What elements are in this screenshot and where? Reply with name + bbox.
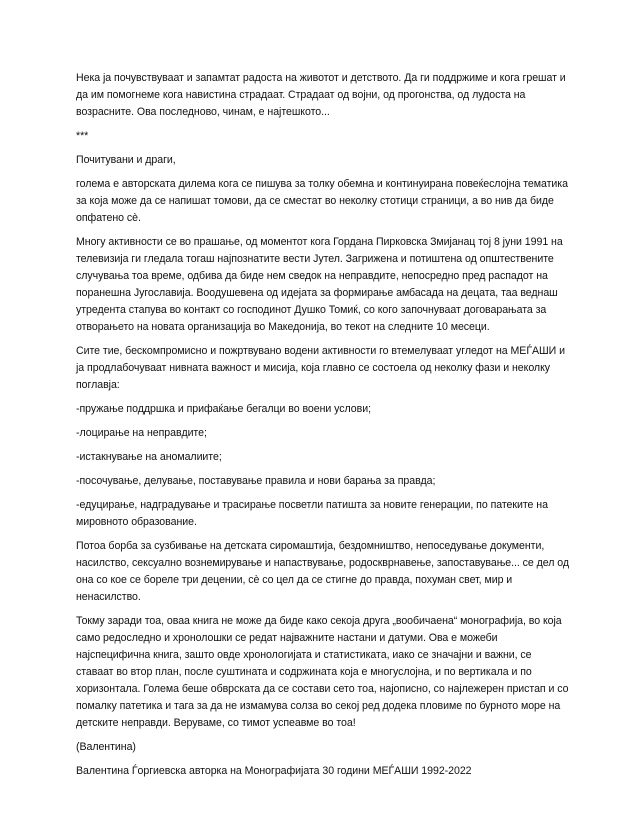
list-item: -едуцирање, надградување и трасирање посветли патишта за новите генерации, по патеките на мировното образование. — [76, 499, 548, 528]
list-item: -лоцирање на неправдите; — [76, 427, 207, 439]
list-item: -посочување, делување, поставување правила и нови барања за правда; — [76, 475, 436, 487]
salutation: Почитувани и драги, — [76, 154, 176, 166]
section-separator: *** — [76, 130, 89, 142]
intro-paragraph: Нека ја почувствуваат и запамтат радоста на животот и детството. Да ги поддржиме и кога грешат и да им помогнеме кога навистина страдаат. Страдаат од војни, од прогонства, од лудоста на возрасните. Ова последново, чинам, е најтешкото... — [76, 72, 566, 118]
body-paragraph: Сите тие, бескомпромисно и пожртвувано водени активности го втемелуваат угледот на МЕЃАШИ и ја продлабочуваат нивната важност и мисија, која главно се состоела од неколку фази и неколку поглавја: — [76, 345, 566, 391]
list-item: -пружање поддршка и прифаќање бегалци во воени услови; — [76, 403, 371, 415]
body-paragraph: Потоа борба за сузбивање на детската сиромаштија, бездомништво, непоседување документи, насилство, сексуално вознемирување и напаствување, родоскврнавење, запоставување... се дел од она со кое се бореле три децении, сè со цел да се стигне до правда, похуман свет, мир и ненасилство. — [76, 540, 570, 603]
author-credit: Валентина Ѓоргиевска авторка на Монографијата 30 години МЕЃАШИ 1992-2022 — [76, 765, 472, 777]
body-paragraph: Токму заради тоа, оваа книга не може да биде како секоја друга „вообичаена“ монографија, во која само редоследно и хронолошки се редат најважните настани и датуми. Ова е можеби најспецифична книга, зашто овде хронологијата и статистиката, иако се значајни и важни, се ставаат во втор план, после суштината и содржината која е многуслојна, и по вертикала и по хоризонтала. Голема беше обврската да се состави сето тоа, најописно, со најлежерен пристап и со помалку патетика и тага за да не измамува солза во секој ред додека пловиме по бурното море на детските неправди. Веруваме, со тимот успеавме во тоа! — [76, 615, 569, 729]
list-item: -истакнување на аномалиите; — [76, 451, 222, 463]
body-paragraph: голема е авторската дилема кога се пишува за толку обемна и континуирана повеќеслојна тематика за која може да се напишат томови, да се сместат во неколку стотици страници, а во нив да биде опфатено сè. — [76, 178, 568, 224]
body-paragraph: Многу активности се во прашање, од моментот кога Гордана Пирковска Змијанац тој 8 јуни 1991 на телевизија ги гледала тогаш најпознатите вести Јутел. Загрижена и потиштена од општествените случувања тоа време, одбива да биде нем сведок на неправдите, непосредно пред распадот на поранешна Југославија. Воодушевена од идејата за формирање амбасада на децата, таа веднаш утредента стапува во контакт со господинот Душко Томиќ, со кого започнуваат договарањата за отворањето на новата организација во Македонија, во текот на следните 10 месеци. — [76, 236, 563, 333]
document-page — [76, 70, 570, 787]
author-signature: (Валентина) — [76, 741, 136, 753]
